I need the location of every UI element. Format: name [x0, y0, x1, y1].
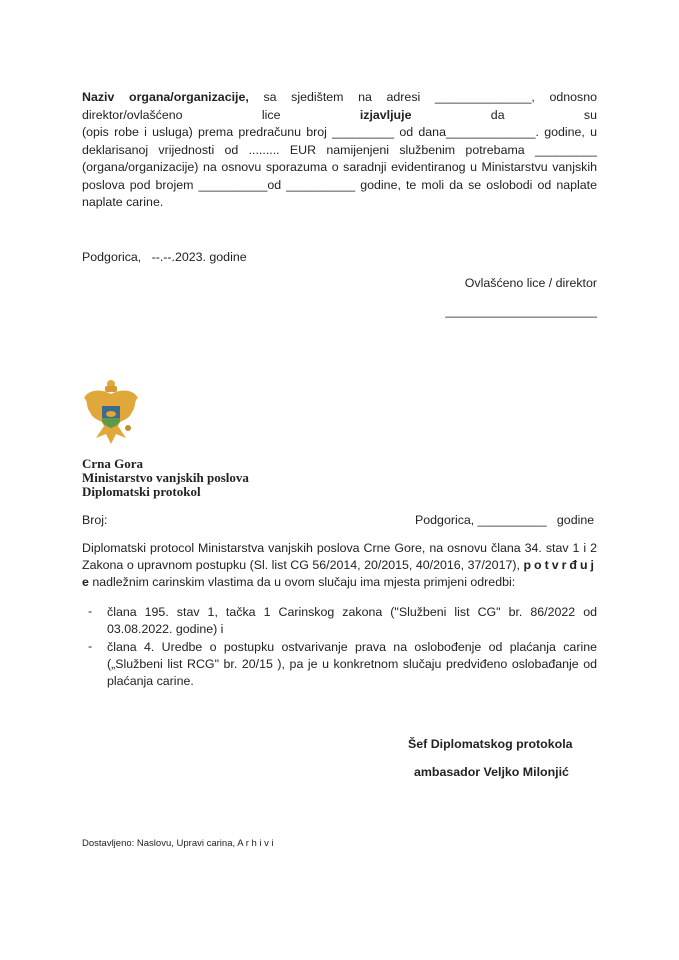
delivered-to: Dostavljeno: Naslovu, Upravi carina, A r h i v i — [82, 838, 274, 849]
statement-line: (opis robe i usluga) prema predračunu broj _________ od dana_____________. godine, u — [82, 125, 597, 139]
text: direktor/ovlašćeno lice — [82, 108, 360, 122]
list-item-line: plaćanja carine. — [107, 674, 194, 688]
statement-place-date: Podgorica, --.--.2023. godine — [82, 250, 247, 264]
bullet-dash: - — [88, 639, 93, 653]
text: Zakona o upravnom postupku (Sl. list CG 56/2014, 20/2015, 40/2016, 37/2017), — [82, 558, 520, 572]
certificate-line — [82, 557, 597, 573]
statement-line: poslova pod brojem __________od __________ godine, te moli da se oslobodi od naplate — [82, 178, 597, 192]
statement-line — [82, 107, 597, 123]
reference-number-label: Broj: — [82, 513, 108, 527]
certificate-line: Diplomatski protocol Ministarstva vanjskih poslova Crne Gore, na osnovu člana 34. stav 1 i 2 — [82, 541, 597, 555]
confirms-label: potvrđuj — [523, 558, 597, 572]
statement-line: (organa/organizacije) na osnovu sporazuma o saradnji evidentiranog u Ministarstvu vanjskih — [82, 160, 597, 174]
list-item-line: člana 195. stav 1, tačka 1 Carinskog zakona ("Službeni list CG" br. 86/2022 od — [107, 605, 597, 619]
text: da su — [490, 108, 597, 122]
organization-name-label: Naziv organa/organizacije, — [82, 90, 249, 104]
list-item-line: („Službeni list RCG" br. 20/15 ), pa je u konkretnom slučaju predviđeno oslobađanje od — [107, 657, 597, 671]
statement-line: naplate carine. — [82, 195, 164, 209]
bullet-dash: - — [88, 604, 93, 618]
text: nadležnim carinskim vlastima da u ovom slučaju ima mjesta primjeni odredbi: — [88, 575, 516, 589]
declares-label: izjavljuje — [359, 108, 412, 122]
department-name: Diplomatski protokol — [82, 484, 201, 499]
certificate-line — [82, 574, 597, 590]
signer-name: ambasador Veljko Milonjić — [414, 765, 569, 779]
country-name: Crna Gora — [82, 456, 144, 471]
montenegro-coat-of-arms-icon — [82, 378, 140, 446]
signature-line: ______________________ — [445, 304, 597, 318]
list-item-line: 03.08.2022. godine) i — [107, 622, 224, 636]
certificate-place-date: Podgorica, __________ godine — [415, 513, 595, 527]
text: sa sjedištem na adresi ______________, odnosno — [248, 90, 597, 104]
statement-line — [82, 89, 597, 105]
signatory-label: Ovlašćeno lice / direktor — [464, 276, 597, 290]
statement-line: deklarisanoj vrijednosti od ......... EUR namijenjeni službenim potrebama _________ — [82, 143, 597, 157]
ministry-name: Ministarstvo vanjskih poslova — [82, 470, 249, 485]
confirms-label-end: e — [82, 575, 89, 589]
list-item-line: člana 4. Uredbe o postupku ostvarivanje prava na oslobođenje od plaćanja carine — [107, 640, 597, 654]
signer-title: Šef Diplomatskog protokola — [408, 737, 573, 751]
